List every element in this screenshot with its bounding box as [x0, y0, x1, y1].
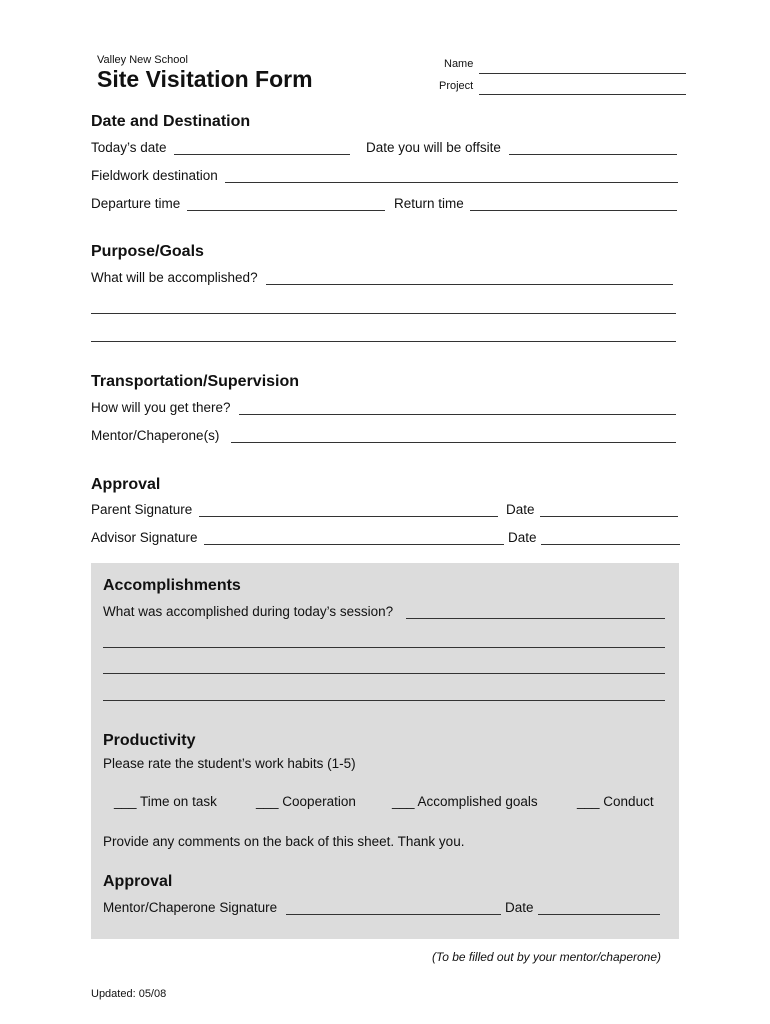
accomplishments-field-1[interactable] — [406, 618, 665, 619]
project-field[interactable] — [479, 94, 686, 95]
rating-blank[interactable]: ___ — [577, 794, 600, 809]
date-offsite-label: Date you will be offsite — [366, 140, 501, 155]
todays-date-field[interactable] — [174, 154, 350, 155]
return-time-label: Return time — [394, 196, 464, 211]
accomplishments-field-4[interactable] — [103, 700, 665, 701]
mentor-date-label: Date — [505, 900, 534, 915]
date-destination-heading: Date and Destination — [91, 113, 251, 130]
rating-label: Time on task — [140, 794, 217, 809]
mentor-section — [91, 563, 679, 939]
transportation-heading: Transportation/Supervision — [91, 373, 300, 390]
productivity-heading: Productivity — [103, 732, 196, 749]
accomplishments-heading: Accomplishments — [103, 577, 241, 594]
name-label: Name — [444, 58, 474, 70]
fieldwork-destination-label: Fieldwork destination — [91, 168, 218, 183]
how-get-there-field[interactable] — [239, 414, 676, 415]
school-name: Valley New School — [97, 54, 188, 66]
purpose-heading: Purpose/Goals — [91, 243, 204, 260]
departure-time-field[interactable] — [187, 210, 385, 211]
purpose-field-2[interactable] — [91, 313, 676, 314]
advisor-date-field[interactable] — [541, 544, 680, 545]
how-get-there-label: How will you get there? — [91, 400, 231, 415]
rating-cooperation[interactable] — [256, 794, 356, 809]
purpose-field-1[interactable] — [266, 284, 673, 285]
rating-label: Cooperation — [282, 794, 356, 809]
rating-blank[interactable]: ___ — [114, 794, 137, 809]
updated-date: Updated: 05/08 — [91, 988, 167, 1000]
purpose-field-3[interactable] — [91, 341, 676, 342]
departure-time-label: Departure time — [91, 196, 181, 211]
accomplishments-field-2[interactable] — [103, 647, 665, 648]
project-label: Project — [439, 80, 474, 92]
mentor-chaperone-field[interactable] — [231, 442, 676, 443]
date-offsite-field[interactable] — [509, 154, 677, 155]
mentor-chaperone-label: Mentor/Chaperone(s) — [91, 428, 220, 443]
approval-heading: Approval — [91, 476, 161, 493]
advisor-signature-field[interactable] — [204, 544, 504, 545]
rating-time-on-task[interactable] — [114, 794, 217, 809]
parent-signature-field[interactable] — [199, 516, 498, 517]
rating-accomplished-goals[interactable] — [392, 794, 538, 809]
form-title: Site Visitation Form — [97, 66, 313, 92]
mentor-signature-label: Mentor/Chaperone Signature — [103, 900, 278, 915]
rating-blank[interactable]: ___ — [392, 794, 415, 809]
parent-signature-label: Parent Signature — [91, 502, 193, 517]
comments-note: Provide any comments on the back of this sheet. Thank you. — [103, 834, 465, 849]
todays-date-label: Today’s date — [91, 140, 167, 155]
mentor-approval-heading: Approval — [103, 873, 173, 890]
mentor-fill-note: (To be filled out by your mentor/chaperone) — [432, 950, 662, 964]
parent-date-label: Date — [506, 502, 535, 517]
accomplishments-question: What was accomplished during today’s session? — [103, 604, 394, 619]
rating-blank[interactable]: ___ — [256, 794, 279, 809]
mentor-date-field[interactable] — [538, 914, 660, 915]
rating-label: Conduct — [603, 794, 654, 809]
advisor-date-label: Date — [508, 530, 537, 545]
mentor-signature-field[interactable] — [286, 914, 501, 915]
return-time-field[interactable] — [470, 210, 677, 211]
parent-date-field[interactable] — [540, 516, 678, 517]
rating-label: Accomplished goals — [417, 794, 538, 809]
advisor-signature-label: Advisor Signature — [91, 530, 198, 545]
name-field[interactable] — [479, 73, 686, 74]
accomplishments-field-3[interactable] — [103, 673, 665, 674]
rating-conduct[interactable] — [577, 794, 654, 809]
fieldwork-destination-field[interactable] — [225, 182, 678, 183]
purpose-question: What will be accomplished? — [91, 270, 258, 285]
productivity-prompt: Please rate the student’s work habits (1-5) — [103, 756, 356, 771]
